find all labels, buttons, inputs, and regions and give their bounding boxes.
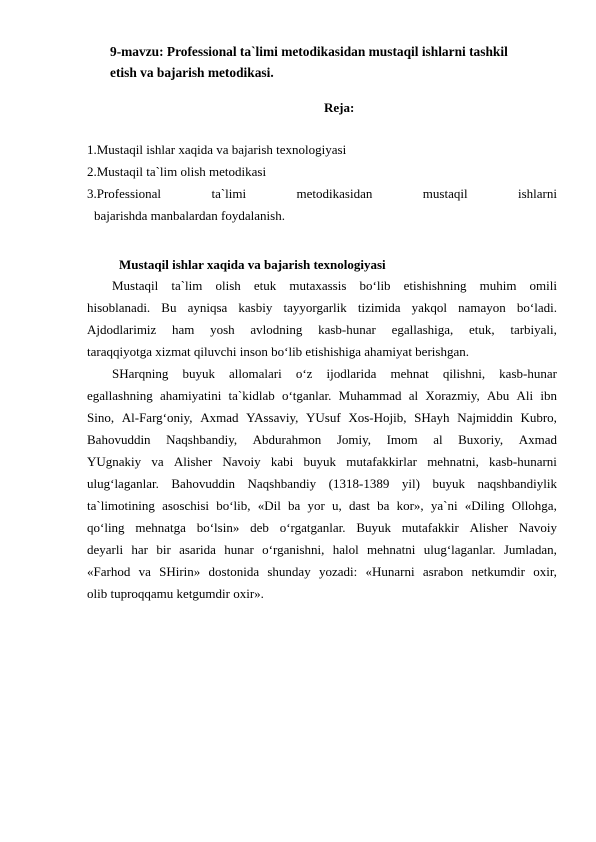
word: yozadi: (318, 564, 358, 579)
word: Naqshbandiy, (166, 432, 238, 447)
word: «Dil (257, 498, 281, 513)
plan-item-3-word: metodikasidan (296, 186, 373, 201)
word: al (408, 388, 419, 403)
word: Al-Farg‘oniy, (121, 410, 193, 425)
word: qilishni, (442, 366, 486, 381)
word: Abu (486, 388, 510, 403)
word: «Diling (464, 498, 505, 513)
word: muhim (479, 278, 517, 293)
word: Navoiy (222, 454, 261, 469)
word: mehnatga (135, 520, 186, 535)
word: «Farhod (87, 564, 131, 579)
text-line (87, 297, 557, 319)
word: oxir, (533, 564, 557, 579)
word: mehnat (390, 366, 429, 381)
text-line (87, 275, 557, 297)
text-line (87, 451, 557, 473)
word: mutafakkirlar (346, 454, 417, 469)
text-line (87, 319, 557, 341)
word: o‘tganlar. (281, 388, 332, 403)
word: ahamiyatini (159, 388, 222, 403)
word: «Hunarni (365, 564, 415, 579)
word: mehnatni, (427, 454, 479, 469)
word: bir (156, 542, 171, 557)
plan-list (87, 139, 557, 227)
section-heading: Mustaqil ishlar xaqida va bajarish texnologiyasi (119, 257, 386, 272)
word: kasb-hunarni (489, 454, 557, 469)
word: al (433, 432, 443, 447)
plan-item-1: 1.Mustaqil ishlar xaqida va bajarish texnologiyasi (87, 142, 347, 157)
text-line (87, 517, 557, 539)
plan-item-3-continuation: bajarishda manbalardan foydalanish. (94, 208, 285, 223)
word: SHarqning (112, 366, 169, 381)
word: Kubro, (520, 410, 557, 425)
word: Bu (161, 300, 177, 315)
word: va (138, 564, 151, 579)
text-line (87, 473, 557, 495)
word: ya`ni (430, 498, 458, 513)
word: naqshbandiylik (477, 476, 557, 491)
word: mehnatni (367, 542, 416, 557)
word: ham (172, 322, 195, 337)
word: o‘rgatganlar. (279, 520, 346, 535)
word: Navoiy (518, 520, 557, 535)
word: yil) (401, 476, 420, 491)
word: YUgnakiy (87, 454, 142, 469)
word: ayniqsa (187, 300, 228, 315)
word: etuk, (469, 322, 495, 337)
word: mutaxassis (289, 278, 347, 293)
word: ibn (540, 388, 557, 403)
word: etuk (253, 278, 277, 293)
word: Sino, (87, 410, 115, 425)
word: Naqshbandiy (247, 476, 317, 491)
word: Jomiy, (336, 432, 372, 447)
word: etishishning (403, 278, 467, 293)
word: Jumladan, (503, 542, 557, 557)
plan-item-3-word: 3.Professional (87, 186, 162, 201)
paragraph-2 (87, 363, 557, 605)
text-line (87, 363, 557, 385)
word: halol (332, 542, 359, 557)
word: ba (288, 498, 301, 513)
plan-item-2: 2.Mustaqil ta`lim olish metodikasi (87, 164, 267, 179)
word: tizimida (357, 300, 401, 315)
word: bo‘lib, (216, 498, 251, 513)
word: ba (377, 498, 390, 513)
text-line (87, 385, 557, 407)
word: yakqol (411, 300, 447, 315)
word: asrabon (422, 564, 464, 579)
word: egallashning (87, 388, 153, 403)
word: Muhammad (338, 388, 402, 403)
word: egallashiga, (391, 322, 454, 337)
word: avlodning (250, 322, 303, 337)
text-line (87, 429, 557, 451)
word: Alisher (173, 454, 213, 469)
text-line (87, 561, 557, 583)
word: Bahovuddin (87, 432, 151, 447)
text-line: olib tuproqqamu ketgumdir oxir». (87, 586, 264, 601)
word: deb (250, 520, 269, 535)
body-text (87, 275, 557, 605)
text-line (87, 407, 557, 429)
word: YAssaviy, (246, 410, 299, 425)
word: hunar (224, 542, 254, 557)
word: bo‘lsin» (196, 520, 240, 535)
word: hisoblanadi. (87, 300, 151, 315)
word: olish (215, 278, 241, 293)
word: (1318-1389 (328, 476, 390, 491)
word: allomalari (229, 366, 282, 381)
word: o‘rganishni, (262, 542, 325, 557)
word: SHirin» (159, 564, 201, 579)
word: kor», (396, 498, 424, 513)
word: deyarli (87, 542, 124, 557)
word: har (131, 542, 149, 557)
word: Abdurahmon (252, 432, 322, 447)
word: ta`kidlab (228, 388, 275, 403)
word: omili (529, 278, 557, 293)
word: bo‘lib (359, 278, 391, 293)
word: buyuk (432, 476, 465, 491)
paragraph-1 (87, 275, 557, 363)
word: Najmiddin (457, 410, 513, 425)
word: Buyuk (356, 520, 391, 535)
word: Bahovuddin (171, 476, 235, 491)
word: SHayh (414, 410, 450, 425)
word: kasbiy (238, 300, 273, 315)
word: Xos-Hojib, (348, 410, 407, 425)
word: qo‘ling (87, 520, 125, 535)
word: Ali (516, 388, 534, 403)
word: u, (332, 498, 342, 513)
word: mutafakkir (401, 520, 459, 535)
word: ijodlarida (326, 366, 377, 381)
plan-item-3 (87, 183, 557, 205)
word: Ollohga, (511, 498, 557, 513)
text-line (87, 539, 557, 561)
word: namayon (458, 300, 506, 315)
word: ulug‘laganlar. (87, 476, 159, 491)
word: Ajdodlarimiz (87, 322, 157, 337)
word: dast (348, 498, 370, 513)
word: va (151, 454, 164, 469)
word: ta`lim (171, 278, 203, 293)
word: kabi (270, 454, 294, 469)
word: buyuk (182, 366, 215, 381)
word: tarbiyali, (510, 322, 557, 337)
plan-label: Reja: (324, 100, 355, 115)
word: Mustaqil (112, 278, 159, 293)
plan-item-3-word: ta`limi (211, 186, 247, 201)
word: ta`limotining (87, 498, 155, 513)
text-line: taraqqiyotga xizmat qiluvchi inson bo‘lib etishishiga ahamiyat berishgan. (87, 344, 469, 359)
word: YUsuf (306, 410, 341, 425)
word: yor (307, 498, 325, 513)
word: Xorazmiy, (425, 388, 480, 403)
word: ulug‘laganlar. (423, 542, 496, 557)
word: shunday (267, 564, 311, 579)
word: buyuk (303, 454, 336, 469)
word: kasb-hunar (318, 322, 376, 337)
word: tayyorgarlik (283, 300, 347, 315)
word: kasb-hunar (499, 366, 557, 381)
word: o‘z (295, 366, 313, 381)
topic-title-line-2: etish va bajarish metodikasi. (110, 65, 274, 80)
word: dostonida (208, 564, 260, 579)
word: yosh (210, 322, 235, 337)
word: bo‘ladi. (516, 300, 557, 315)
plan-item-3-word: mustaqil (422, 186, 468, 201)
word: Axmad (200, 410, 239, 425)
word: Axmad (518, 432, 557, 447)
word: Imom (386, 432, 418, 447)
topic-title (110, 41, 560, 83)
word: asoschisi (162, 498, 210, 513)
word: Alisher (469, 520, 508, 535)
word: netkumdir (471, 564, 525, 579)
plan-item-3-word: ishlarni (518, 186, 557, 201)
word: asarida (179, 542, 216, 557)
word: Buxoriy, (458, 432, 504, 447)
topic-title-line-1: 9-mavzu: Professional ta`limi metodikasidan mustaqil ishlarni tashkil (110, 44, 508, 59)
text-line (87, 495, 557, 517)
